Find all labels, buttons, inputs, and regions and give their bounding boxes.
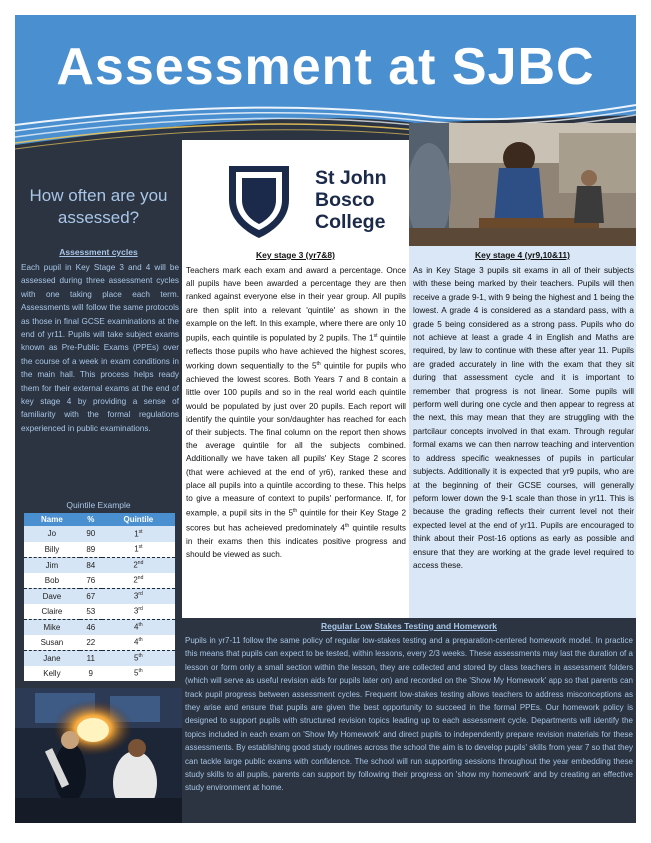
ks4-text: As in Key Stage 3 pupils sit exams in all of their subjects with these being marked by their teachers. Pupils will then receive a grade 9-1, with 9 being the highest and 1 being the lowest. A grade 4 is considered as a standard pass, with a grade 5 being considered as a strong pass. Pupils who do not achieve at least a grade 4 in English and Maths are required, by law to continue with these after year 11. Pupils are graded accurately in line with the exam that they sit during that assessment cycle and it is important to remember that progress is not linear. Some pupils will perform well during one cycle and then appear to regress at the next, this may mean that they are struggling with the partcilaur concepts involved in that exam. Through regular formal exams we can then narrow teaching and intervention to address specific weaknesses of pupils in particular subjects. Additionally it is expected that yr9 pupils, who are at the beginning of their GCSE courses, will generally peform lower down the 9-1 scale than those in yr11. This is because the grading reflects their current level not their expected level at the end of yr11. Pupils are encouraged to think about their Post-16 options as early as possible and ensure that they are working at the grade level required to access these. bbox=[413, 266, 634, 570]
logo-line-3: College bbox=[315, 211, 386, 233]
table-row bbox=[24, 650, 175, 666]
logo-wordmark bbox=[315, 167, 387, 233]
cell-pct: 67 bbox=[80, 588, 102, 604]
subtitle: How often are you assessed? bbox=[29, 186, 168, 227]
cell-quintile: 3rd bbox=[102, 604, 175, 620]
cell-quintile: 2nd bbox=[102, 573, 175, 589]
table-row bbox=[24, 666, 175, 682]
science-demo-photo bbox=[15, 688, 182, 823]
cell-name: Mike bbox=[24, 619, 80, 635]
cell-pct: 9 bbox=[80, 666, 102, 682]
quintile-col-quintile: Quintile bbox=[102, 513, 175, 526]
cell-quintile: 5th bbox=[102, 650, 175, 666]
cell-name: Jane bbox=[24, 650, 80, 666]
table-row bbox=[24, 604, 175, 620]
logo-line-1: St John bbox=[315, 167, 387, 189]
cell-quintile: 2nd bbox=[102, 557, 175, 573]
table-row bbox=[24, 635, 175, 651]
workshop-illustration bbox=[409, 123, 636, 246]
cell-pct: 90 bbox=[80, 526, 102, 542]
cell-quintile: 4th bbox=[102, 619, 175, 635]
cell-quintile: 5th bbox=[102, 666, 175, 682]
cell-pct: 53 bbox=[80, 604, 102, 620]
cell-name: Bob bbox=[24, 573, 80, 589]
table-row bbox=[24, 588, 175, 604]
quintile-header-row bbox=[24, 513, 175, 526]
cell-name: Jo bbox=[24, 526, 80, 542]
cell-quintile: 4th bbox=[102, 635, 175, 651]
cell-pct: 46 bbox=[80, 619, 102, 635]
cell-pct: 22 bbox=[80, 635, 102, 651]
table-row bbox=[24, 557, 175, 573]
cell-name: Jim bbox=[24, 557, 80, 573]
cell-pct: 76 bbox=[80, 573, 102, 589]
cell-pct: 89 bbox=[80, 542, 102, 558]
table-row bbox=[24, 542, 175, 558]
lowstakes-text: Pupils in yr7-11 follow the same policy of regular low-stakes testing and a preparation-centered homework model. In practice this means that pupils can expect to be tested, within lessons, every 2/3 weeks. These assessments may last the duration of a lesson or form only a small section within the lesson, they are collected and stored by class teachers in assessment folders (which will serve as useful revision aids for pupils later on) and recorded on the 'Show My Homework' app so that parents can track pupil progress between assessment cycles. Frequent low-stakes testing allows teachers to address misconceptions as they arise and ensure that pupils are given the best opportunity to succeed in the formal PPEs. Our homework policy is designed to support pupils with structured revision topics leading up to each assessment cycle. Departments will identify the topics included in each exam on 'Show My Homework' and direct pupils to independently prepare revision materials for these assessments. By establishing good study routines across the school the aim is to develop pupils' skills from year 7 so that they can tackle large public exams with confidence. The school will run supporting sessions throughout the year embedding these study skills to all pupils, parents can support by following their progress on 'show my homeowrk' and by creating an effective study environment at home. bbox=[185, 636, 633, 793]
quintile-table bbox=[24, 513, 175, 681]
table-row bbox=[24, 619, 175, 635]
science-demo-illustration bbox=[15, 688, 182, 823]
quintile-col-name: Name bbox=[24, 513, 80, 526]
table-row bbox=[24, 526, 175, 542]
ks4-heading: Key stage 4 (yr9,10&11) bbox=[475, 250, 570, 260]
lowstakes-heading: Regular Low Stakes Testing and Homework bbox=[320, 621, 498, 631]
cell-name: Dave bbox=[24, 588, 80, 604]
left-column bbox=[15, 165, 182, 692]
cell-pct: 11 bbox=[80, 650, 102, 666]
quintile-table-title: Quintile Example bbox=[66, 500, 131, 510]
workshop-photo bbox=[409, 123, 636, 246]
cell-quintile: 1st bbox=[102, 542, 175, 558]
page-title: Assessment at SJBC bbox=[56, 38, 595, 96]
ks3-heading: Key stage 3 (yr7&8) bbox=[256, 250, 335, 260]
assessment-cycles-text: Each pupil in Key Stage 3 and 4 will be assessed during three assessment cycles with one taking place each term. Assessments will follow the same protocols as those in final GCSE examinations at the end of yr11. Pupils will take subject exams known as Pre-Public Exams (PPEs) over the course of a week in exam conditions in the main hall. This process helps ready them for their external exams at the end of key stage 4 by providing a sense of familiarity with the formal regulations experienced in public examinations. bbox=[21, 263, 179, 433]
school-crest-icon bbox=[224, 162, 294, 240]
newsletter-page bbox=[15, 15, 636, 823]
logo-line-2: Bosco bbox=[315, 189, 375, 211]
cell-quintile: 1st bbox=[102, 526, 175, 542]
table-row bbox=[24, 573, 175, 589]
assessment-cycles-heading: Assessment cycles bbox=[59, 247, 138, 257]
cell-name: Kelly bbox=[24, 666, 80, 682]
quintile-col-pct: % bbox=[80, 513, 102, 526]
cell-quintile: 3rd bbox=[102, 588, 175, 604]
cell-pct: 84 bbox=[80, 557, 102, 573]
cell-name: Claire bbox=[24, 604, 80, 620]
cell-name: Susan bbox=[24, 635, 80, 651]
cell-name: Billy bbox=[24, 542, 80, 558]
ks3-text: Teachers mark each exam and award a percentage. Once all pupils have been awarded a percentage they are then ranked against everyone else in their year group. All pupils are then split into a relevant 'quintile' as shown in the example on the left. In this example, where there are only 10 pupils, each quintile is populated by 2 pupils. The 1st quintile reflects those pupils who have achieved the highest scores, working down sequentially to the 5th quintile for pupils who achieved the lowest scores. Both Years 7 and 8 contain a little over 100 pupils and so in the real world each quintile would be populated by just over 20 pupils. Each report will identify the quintile your son/daughter has reached for each of their subjects. The final column on the report then shows the average quintile for all the subjects combined. Additionally we have taken all pupils' Key Stage 2 scores (that were achieved at the end of yr6), ranked these and place all pupils into a quintile according to these. This helps to give a measure of context to pupils' performance. If, for example, a pupil sits in the 5th quintile for their Key Stage 2 scores but has acheieved predominately 4th quintile results in their exams then this indicates positive progress and should be viewed as such. bbox=[186, 266, 406, 560]
